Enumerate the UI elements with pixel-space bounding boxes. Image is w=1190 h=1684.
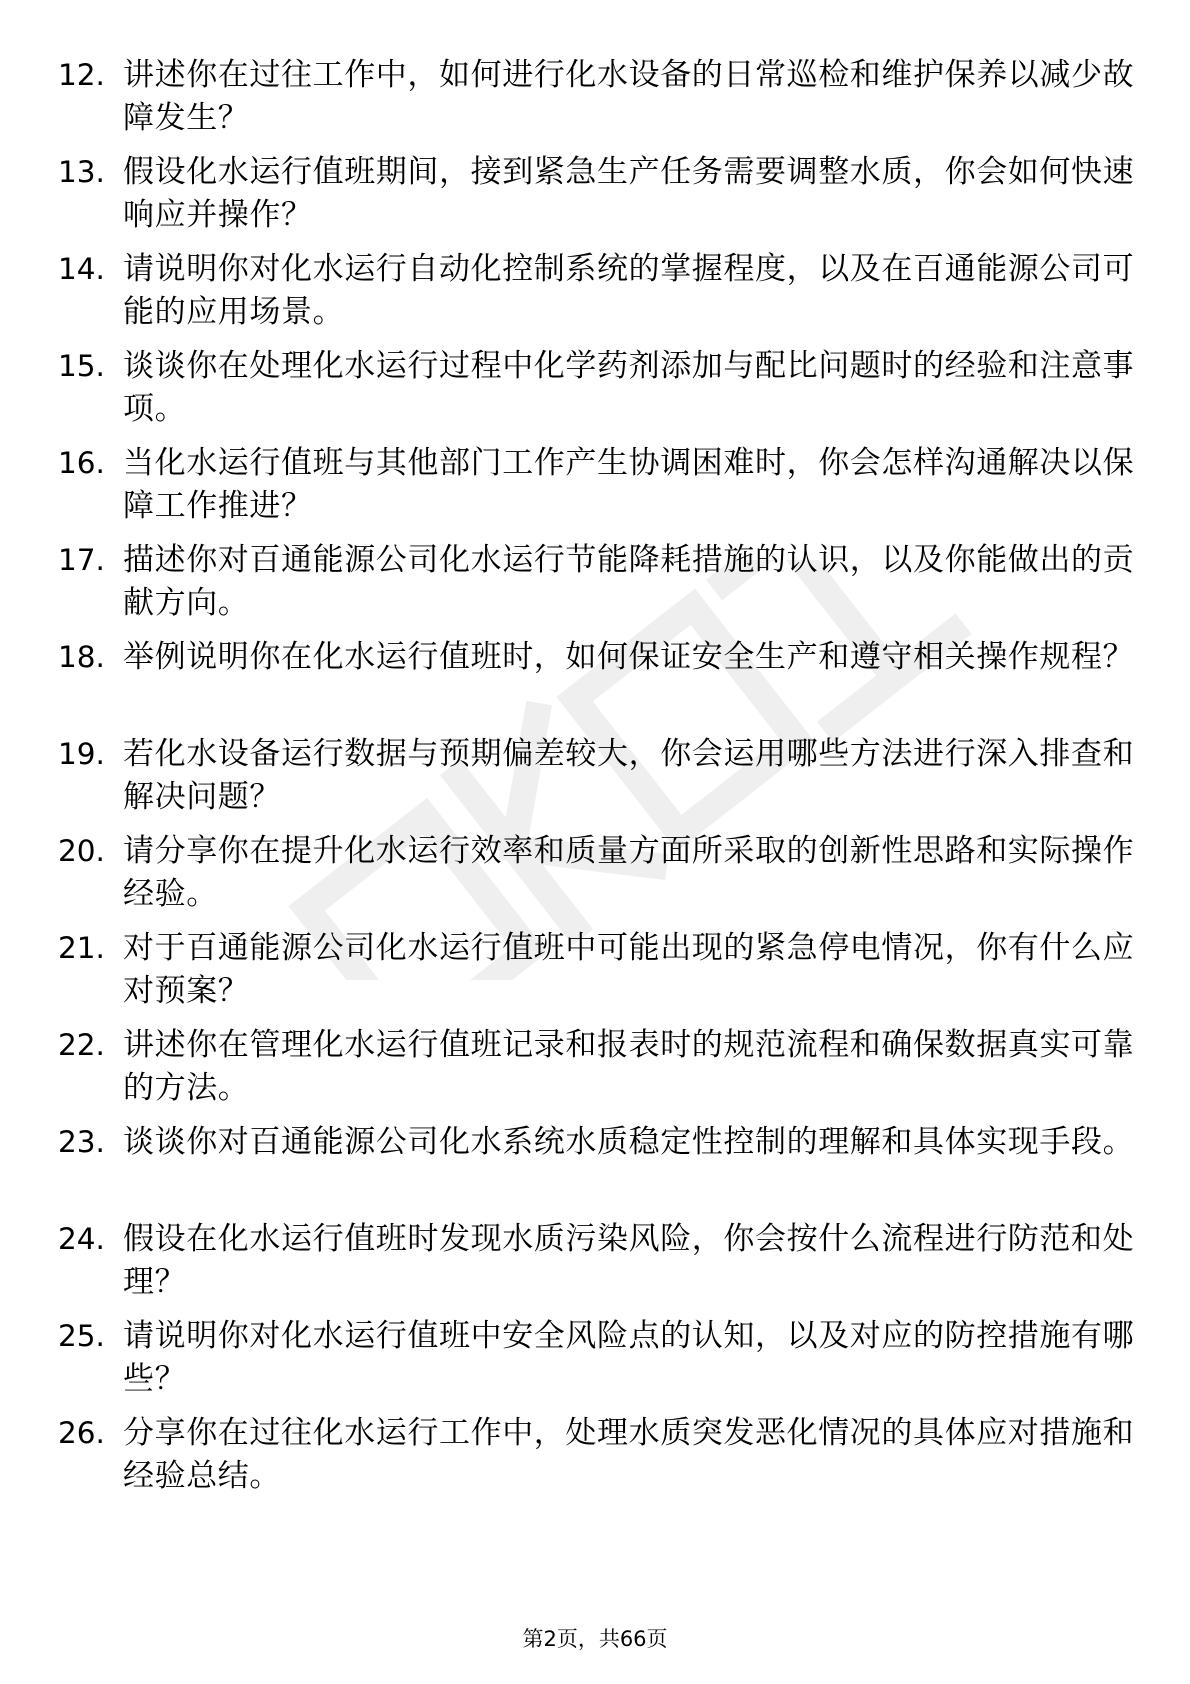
question-text: 请说明你对化水运行自动化控制系统的掌握程度，以及在百通能源公司可能的应用场景。 bbox=[123, 251, 1135, 330]
question-number: 12. bbox=[58, 58, 105, 92]
question-number: 13. bbox=[58, 155, 105, 189]
question-item bbox=[58, 151, 1138, 248]
question-item bbox=[58, 733, 1138, 830]
question-text: 若化水设备运行数据与预期偏差较大，你会运用哪些方法进行深入排查和解决问题？ bbox=[123, 736, 1135, 815]
question-number: 21. bbox=[58, 931, 105, 965]
question-number: 16. bbox=[58, 446, 105, 480]
question-number: 24. bbox=[58, 1222, 105, 1256]
question-text: 讲述你在管理化水运行值班记录和报表时的规范流程和确保数据真实可靠的方法。 bbox=[123, 1027, 1135, 1106]
question-number: 25. bbox=[58, 1319, 105, 1353]
question-item bbox=[58, 830, 1138, 927]
question-number: 18. bbox=[58, 640, 105, 674]
question-number: 20. bbox=[58, 834, 105, 868]
question-text: 假设在化水运行值班时发现水质污染风险，你会按什么流程进行防范和处理？ bbox=[123, 1221, 1135, 1300]
question-item bbox=[58, 248, 1138, 345]
question-text: 当化水运行值班与其他部门工作产生协调困难时，你会怎样沟通解决以保障工作推进？ bbox=[123, 445, 1135, 524]
question-text: 对于百通能源公司化水运行值班中可能出现的紧急停电情况，你有什么应对预案？ bbox=[123, 930, 1135, 1009]
question-text: 分享你在过往化水运行工作中，处理水质突发恶化情况的具体应对措施和经验总结。 bbox=[123, 1415, 1135, 1494]
question-text: 谈谈你在处理化水运行过程中化学药剂添加与配比问题时的经验和注意事项。 bbox=[123, 348, 1135, 427]
question-item bbox=[58, 1024, 1138, 1121]
page-footer bbox=[0, 1626, 1190, 1652]
question-item bbox=[58, 1412, 1138, 1509]
question-number: 26. bbox=[58, 1416, 105, 1450]
question-number: 22. bbox=[58, 1028, 105, 1062]
question-item bbox=[58, 1218, 1138, 1315]
question-number: 14. bbox=[58, 252, 105, 286]
question-item bbox=[58, 54, 1138, 151]
question-text: 请说明你对化水运行值班中安全风险点的认知，以及对应的防控措施有哪些？ bbox=[123, 1318, 1135, 1397]
question-number: 19. bbox=[58, 737, 105, 771]
page-number-label: 第2页，共66页 bbox=[522, 1627, 668, 1651]
question-item bbox=[58, 927, 1138, 1024]
question-text: 谈谈你对百通能源公司化水系统水质稳定性控制的理解和具体实现手段。 bbox=[123, 1124, 1135, 1160]
question-item bbox=[58, 442, 1138, 539]
question-number: 15. bbox=[58, 349, 105, 383]
question-number: 17. bbox=[58, 543, 105, 577]
question-item bbox=[58, 345, 1138, 442]
question-text: 假设化水运行值班期间，接到紧急生产任务需要调整水质，你会如何快速响应并操作？ bbox=[123, 154, 1135, 233]
question-item bbox=[58, 1121, 1138, 1218]
question-text: 描述你对百通能源公司化水运行节能降耗措施的认识，以及你能做出的贡献方向。 bbox=[123, 542, 1135, 621]
question-text: 举例说明你在化水运行值班时，如何保证安全生产和遵守相关操作规程？ bbox=[123, 639, 1135, 675]
question-text: 讲述你在过往工作中，如何进行化水设备的日常巡检和维护保养以减少故障发生？ bbox=[123, 57, 1135, 136]
question-item bbox=[58, 539, 1138, 636]
question-number: 23. bbox=[58, 1125, 105, 1159]
question-item bbox=[58, 636, 1138, 733]
question-item bbox=[58, 1315, 1138, 1412]
question-text: 请分享你在提升化水运行效率和质量方面所采取的创新性思路和实际操作经验。 bbox=[123, 833, 1135, 912]
question-list bbox=[58, 54, 1138, 1509]
